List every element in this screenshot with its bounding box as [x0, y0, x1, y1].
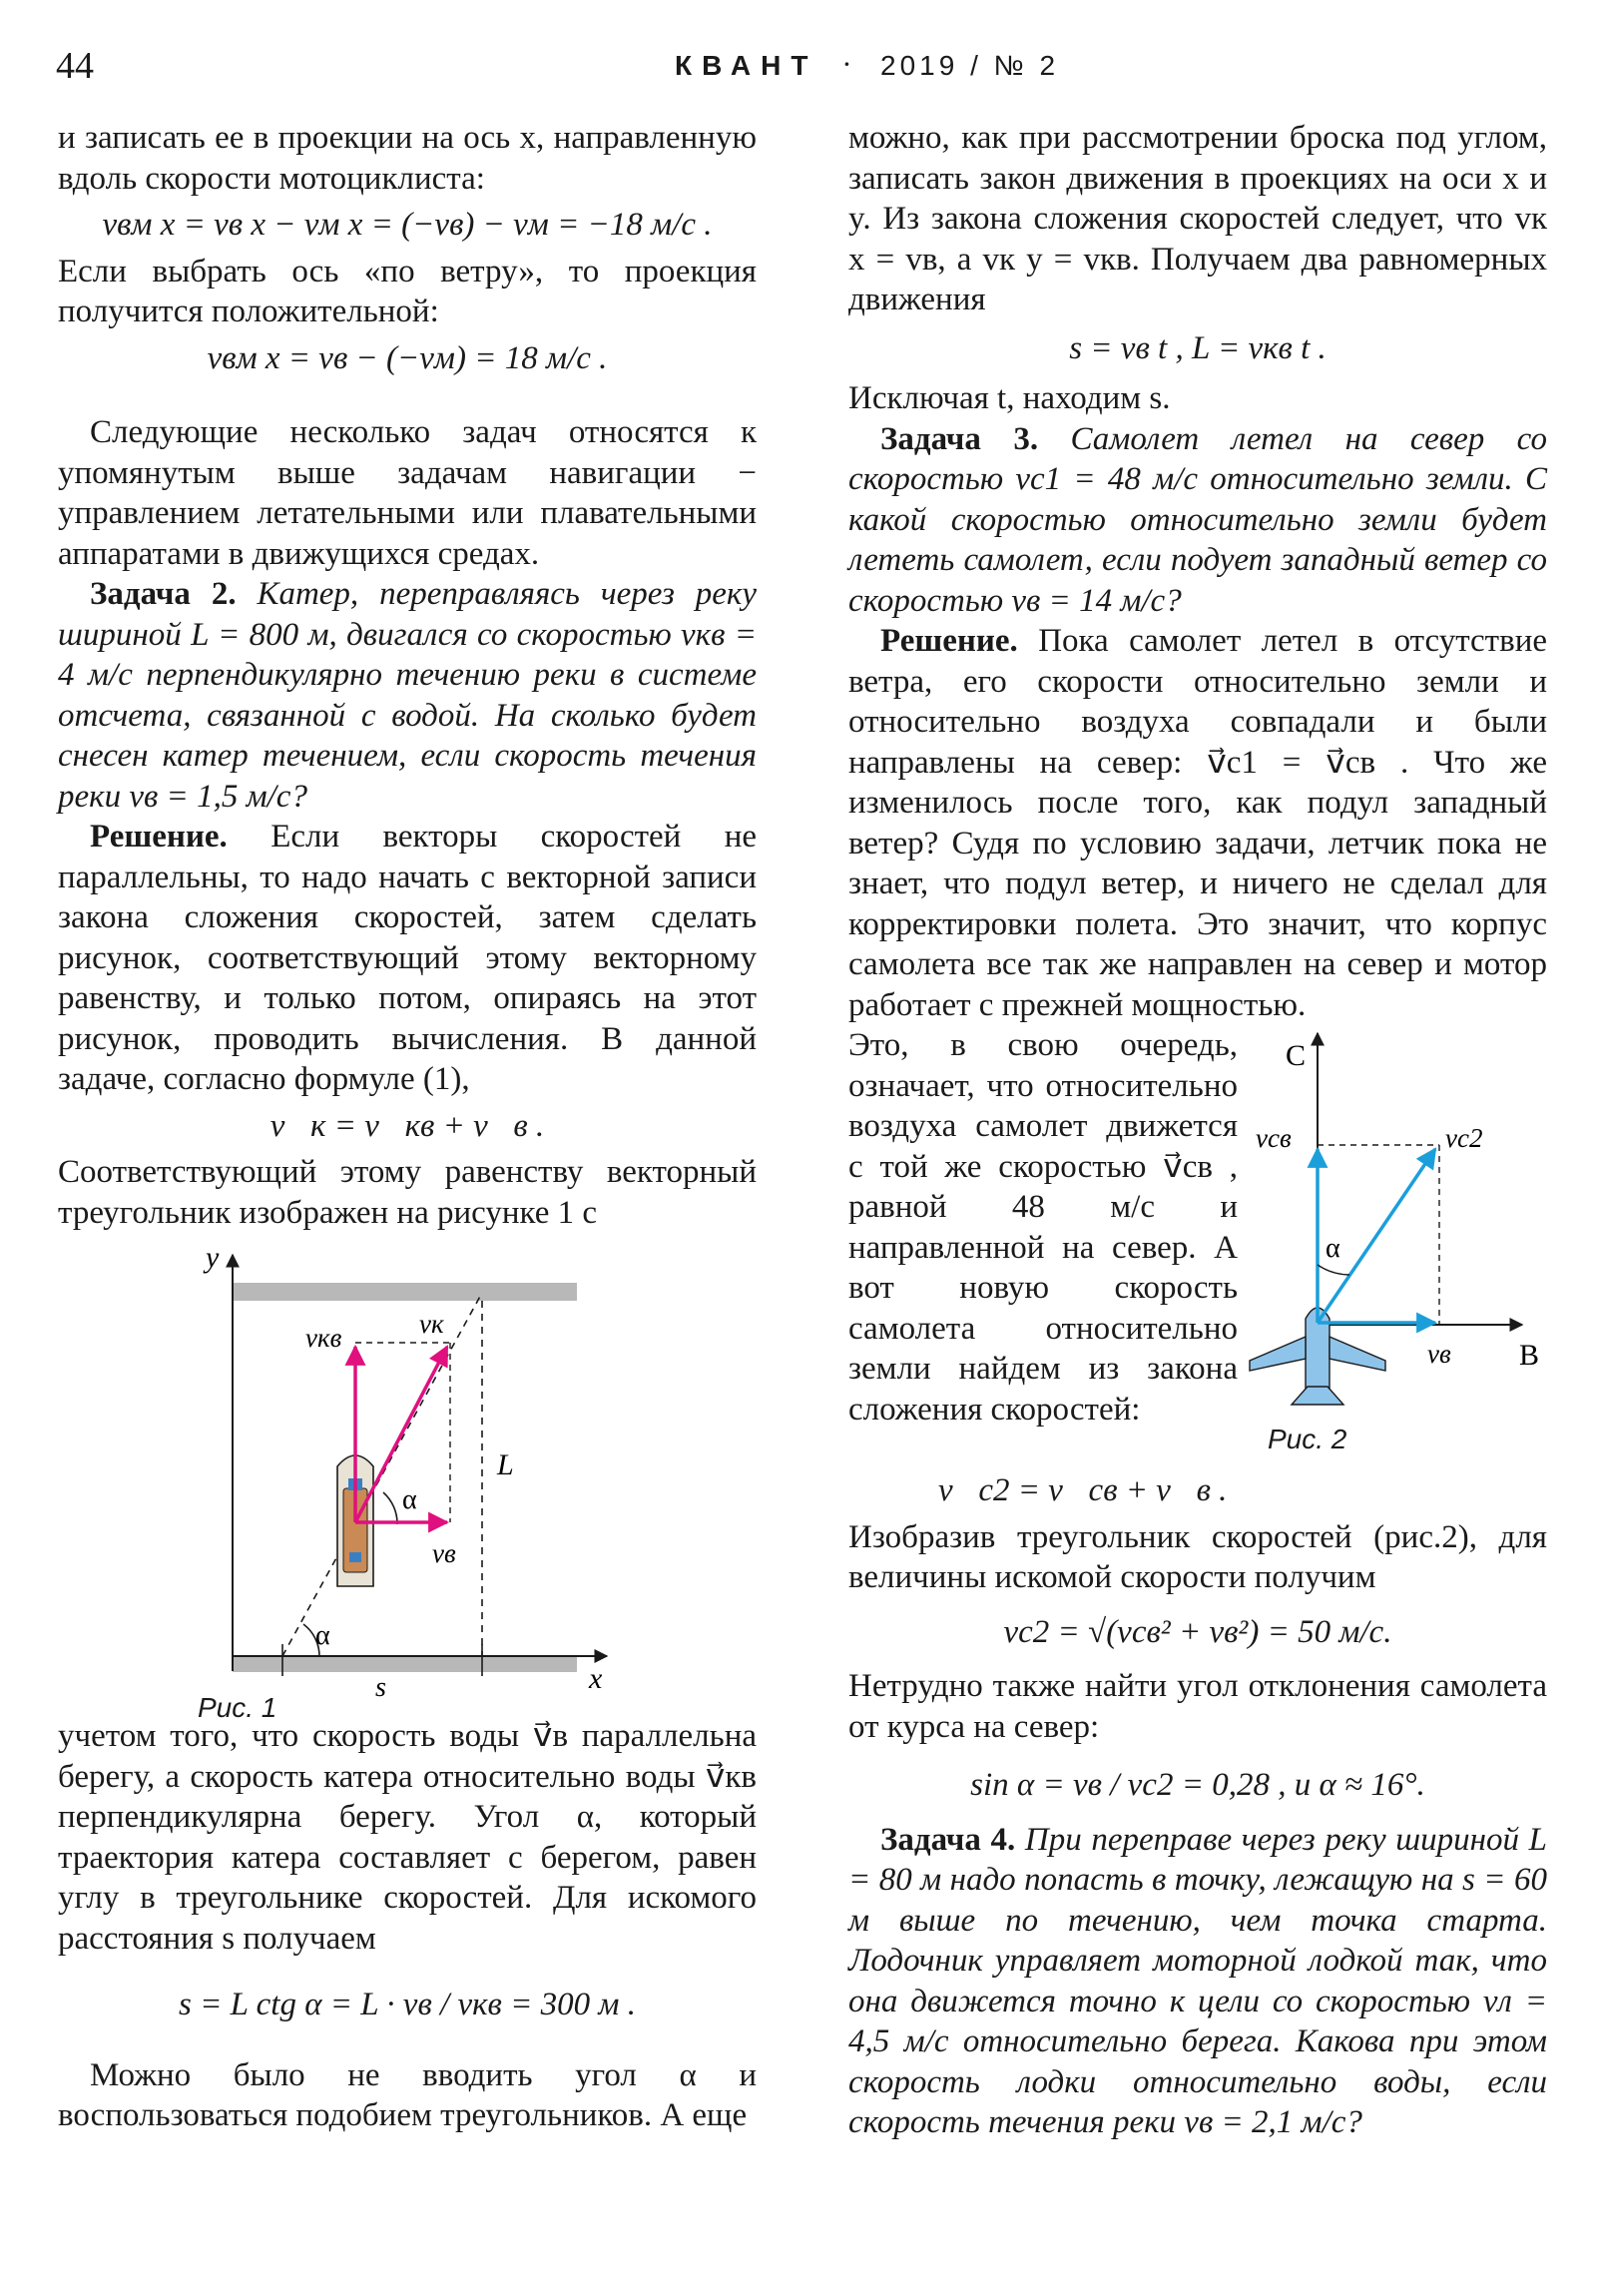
paragraph: Исключая t, находим s. [848, 380, 1171, 416]
figure-1 [58, 1241, 757, 1723]
problem-2 [58, 574, 757, 817]
header-separator: · [842, 48, 851, 81]
formula: s = vв t , L = vкв t . [1069, 329, 1327, 366]
problem-label: Задача 4. [880, 1821, 1016, 1858]
s-label: s [375, 1672, 386, 1703]
top-bank [233, 1283, 577, 1301]
vsv-label: vсв [1256, 1123, 1292, 1153]
y-axis-label: y [206, 1241, 220, 1274]
problem-text: Катер, переправляясь через реку шириной L = 800 м, двигался со скоростью vкв = 4 м/с перпендикулярно течению реки в системе отсчета, связанной с водой. На сколько будет снесен катер течением, если скорость течения реки vв = 1,5 м/с? [58, 576, 758, 815]
solution-text: Если векторы скоростей не параллельны, то надо начать с векторной записи закона сложения скоростей, затем сделать рисунок, соответствующий этому векторному равенству, и только потом, опираясь на этот рисунок, проводить вычисления. В данной задаче, согласно формуле (1), [58, 819, 758, 1097]
paragraph: учетом того, что скорость воды v⃗в параллельна берегу, а скорость катера относительно воды v⃗кв перпендикулярна берегу. Угол α, который траектория катера составляет с берегом, равен углу в треугольнике скоростей. Для искомого расстояния s получаем [58, 1718, 757, 1957]
east-label: В [1519, 1339, 1540, 1372]
left-column [58, 118, 757, 2136]
formula: vвм x = vв x − vм x = (−vв) − vм = −18 м/с . [102, 207, 713, 243]
alpha-arc-boat [383, 1492, 397, 1524]
text-figure-row [848, 1025, 1547, 1464]
vk-label: vк [419, 1309, 444, 1339]
paragraph: Следующие несколько задач относятся к упомянутым выше задачам навигации − управлением летательными или плавательными аппаратами в движущихся средах. [58, 414, 757, 572]
figure-1-caption: Рис. 1 [198, 1692, 277, 1723]
page-number: 44 [56, 45, 94, 87]
alpha-label-boat: α [402, 1484, 417, 1515]
formula: s = L ctg α = L · vв / vкв = 300 м . [179, 1987, 636, 2022]
north-label: С [1286, 1039, 1307, 1072]
solution-3 [848, 621, 1547, 1025]
problem-text: При переправе через реку шириной L = 80 м надо попасть в точку, лежащую на s = 60 м выше по течению, чем точка старта. Лодочник управляет моторной лодкой так, что она движется точно к цели со скоростью vл = 4,5 м/с относительно берега. Какова при этом скорость лодки относительно воды, если скорость течения реки vв = 2,1 м/с? [848, 1821, 1547, 2140]
figure-2-svg [1248, 1025, 1547, 1425]
problem-text: Самолет летел на север со скоростью vс1 = 48 м/с относительно земли. С какой скоростью относительно земли будет лететь самолет, если подует западный ветер со скоростью vв = 14 м/с? [848, 420, 1547, 619]
solution-label: Решение. [90, 819, 228, 855]
alpha-label: α [1326, 1233, 1340, 1264]
vv-label: vв [1427, 1339, 1451, 1369]
problem-label: Задача 2. [90, 576, 237, 612]
x-axis-label: x [589, 1662, 603, 1695]
vkv-label: vкв [305, 1323, 342, 1353]
figure-1-svg [58, 1241, 757, 1703]
page-header [56, 44, 1541, 94]
formula: v⃗к = v⃗кв + v⃗в . [269, 1107, 545, 1144]
L-label: L [497, 1448, 514, 1481]
paragraph: Это, в свою очередь, означает, что относительно воздуха самолет движется с той же скоростью v⃗св , равной 48 м/с и направленной на север. А вот новую скорость самолета относительно земли найдем из закона сложения скоростей: [848, 1027, 1238, 1428]
problem-4 [848, 1820, 1547, 2143]
solution-label: Решение. [880, 623, 1018, 659]
journal-title: КВАНТ [675, 50, 818, 81]
formula: vвм x = vв − (−vм) = 18 м/с . [207, 339, 608, 376]
paragraph: Изобразив треугольник скоростей (рис.2), для величины искомой скорости получим [848, 1518, 1547, 1595]
formula: vс2 = √(vсв² + vв²) = 50 м/с. [1003, 1613, 1392, 1650]
vk-vector [355, 1347, 447, 1522]
paragraph: можно, как при рассмотрении броска под углом, записать закон движения в проекциях на оси x и y. Из закона сложения скоростей следует, что vк x = vв, а vк y = vкв. Получаем два равномерных движения [848, 120, 1547, 317]
issue-number: 2019 / № 2 [880, 50, 1060, 81]
vc2-label: vс2 [1445, 1123, 1483, 1153]
bottom-bank [233, 1656, 577, 1672]
formula: v⃗с2 = v⃗св + v⃗в . [938, 1472, 1228, 1508]
solution-2 [58, 817, 757, 1100]
figure-2 [1248, 1025, 1547, 1464]
paragraph: Можно было не вводить угол α и воспользоваться подобием треугольников. А еще [58, 2056, 757, 2133]
alpha-label-bottom: α [315, 1620, 330, 1651]
paragraph: Если выбрать ось «по ветру», то проекция получится положительной: [58, 253, 757, 329]
vv-label: vв [432, 1538, 456, 1568]
alpha-arc [1318, 1265, 1349, 1275]
problem-label: Задача 3. [880, 420, 1039, 457]
right-column [848, 118, 1547, 2143]
formula: sin α = vв / vс2 = 0,28 , и α ≈ 16°. [970, 1767, 1425, 1803]
paragraph: и записать ее в проекции на ось x, направленную вдоль скорости мотоциклиста: [58, 120, 757, 197]
paragraph: Нетрудно также найти угол отклонения самолета от курса на север: [848, 1668, 1547, 1745]
solution-text: Пока самолет летел в отсутствие ветра, его скорости относительно земли и относительно воздуха совпадали и были направлены на север: v⃗с1 = v⃗св . Что же изменилось после того, как подул западный ветер? Судя по условию задачи, летчик пока не знает, что подул ветер, и ничего не сделал для корректировки полета. Это значит, что корпус самолета все так же направлен на север и мотор работает с прежней мощностью. [848, 623, 1547, 1023]
problem-3 [848, 419, 1547, 622]
figure-2-caption: Рис. 2 [1268, 1424, 1347, 1454]
paragraph: Соответствующий этому равенству векторный треугольник изображен на рисунке 1 с [58, 1154, 757, 1231]
